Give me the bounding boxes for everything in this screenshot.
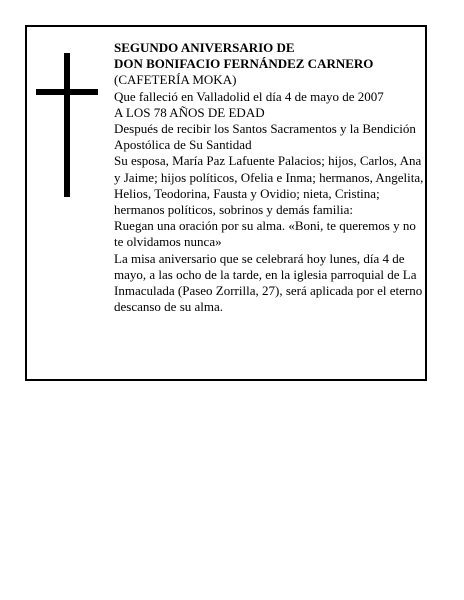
notice-family: Su esposa, María Paz Lafuente Palacios; hijos, Carlos, Ana y Jaime; hijos políticos, Ofelia e Inma; hermanos, Angelita, Helios, Teodorina, Fausta y Ovidio; nieta, Cristina; hermanos políticos, sobrinos y demás familia: (114, 153, 424, 218)
notice-mass: La misa aniversario que se celebrará hoy lunes, día 4 de mayo, a las ocho de la tarde, en la iglesia parroquial de La Inmaculada (Paseo Zorrilla, 27), será aplicada por el eterno descanso de su alma. (114, 250, 423, 315)
notice-text (114, 40, 424, 315)
notice-sacraments: Después de recibir los Santos Sacramentos y la Bendición Apostólica de Su Santidad (114, 121, 416, 153)
notice-business: (CAFETERÍA MOKA) (114, 72, 237, 88)
notice-age: A LOS 78 AÑOS DE EDAD (114, 104, 265, 120)
notice-death-info: Que falleció en Valladolid el día 4 de mayo de 2007 (114, 88, 384, 104)
latin-cross-icon (36, 53, 98, 197)
notice-title-line2: DON BONIFACIO FERNÁNDEZ CARNERO (114, 56, 374, 72)
notice-prayer: Ruegan una oración por su alma. «Boni, te queremos y no te olvidamos nunca» (114, 218, 416, 250)
notice-title-line1: SEGUNDO ANIVERSARIO DE (114, 40, 295, 55)
cross-vertical-bar (64, 53, 70, 197)
cross-horizontal-bar (36, 89, 98, 95)
